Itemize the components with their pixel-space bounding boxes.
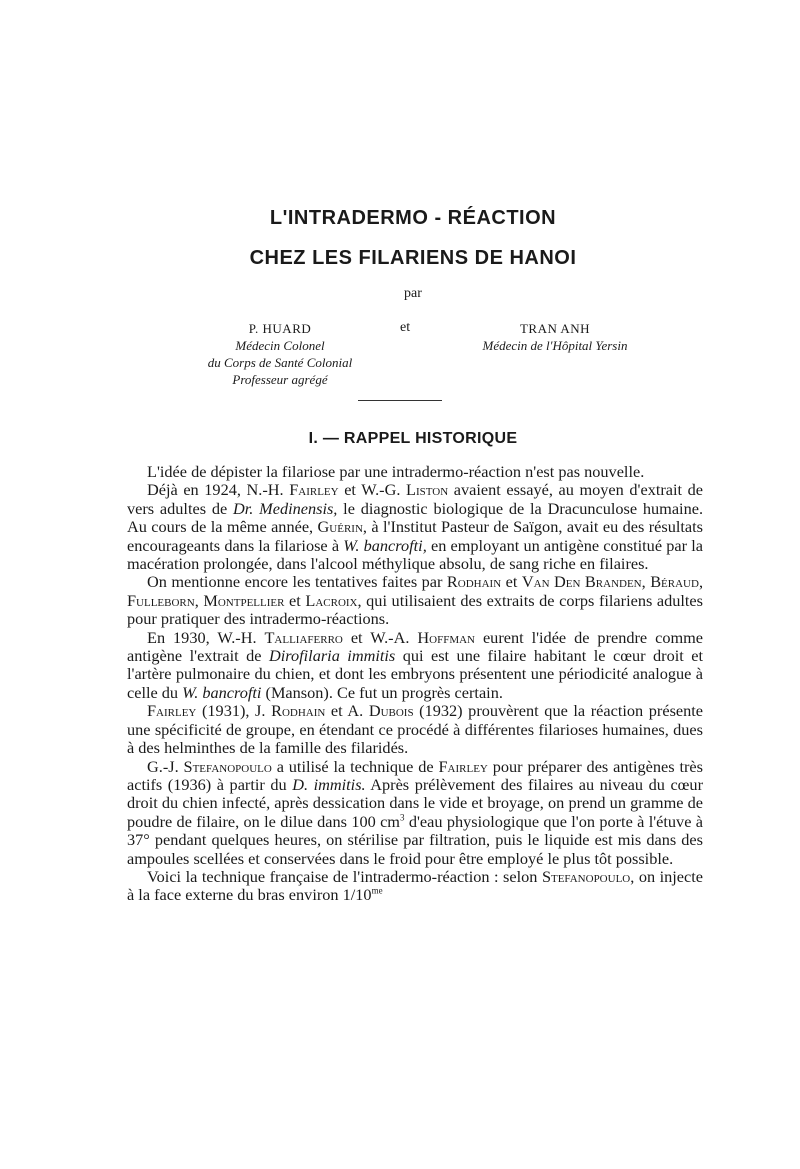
text-run: le diagnostic biologique de la Dracunculose humaine. Au cours de la même année, <box>127 498 704 537</box>
author-citation: Dubois <box>368 701 414 721</box>
author-role: Professeur agrégé <box>232 372 328 387</box>
paragraph <box>127 463 703 481</box>
text-run: d'eau physiologique que l'on porte à l'étuve à 37° pendant quelques heures, on stérilise par filtration, puis le liquide est mis dans des ampoules scellées et conservées dans le froid pour être employé le plus tôt possible. <box>127 811 703 868</box>
text-run: pour préparer des antigènes très actifs (1936) à partir du <box>127 756 703 794</box>
text-run: et W.-G. <box>338 480 407 500</box>
text-run: , à l'Institut Pasteur de Saïgon, avait eu des résultats encourageants dans la filariose à <box>127 517 703 555</box>
author-conjunction: et <box>400 320 411 335</box>
text-run: et <box>284 590 306 610</box>
paragraph <box>127 629 703 703</box>
author-citation: Fairley <box>289 480 339 500</box>
author-huard <box>170 320 390 388</box>
text-run: On mentionne encore les tentatives faites par <box>147 572 447 592</box>
author-citation: Guérin <box>317 517 363 537</box>
text-run: eurent l'idée de prendre comme antigène l'extrait de <box>127 627 704 666</box>
author-citation: Hoffman <box>417 627 475 647</box>
separator-rule <box>358 400 442 401</box>
species-name: W. bancrofti, <box>343 535 427 555</box>
text-run: , qui utilisaient des extraits de corps filariens adultes pour pratiquer des intradermo-réactions. <box>127 590 703 629</box>
title-line-2: CHEZ LES FILARIENS DE HANOI <box>249 247 577 269</box>
author-citation: Montpellier <box>203 590 285 610</box>
text-run: , <box>698 572 704 592</box>
species-name: W. bancrofti <box>182 682 262 702</box>
superscript: me <box>371 885 383 896</box>
article-title <box>0 198 800 278</box>
text-run: et W.-A. <box>342 627 418 647</box>
text-run: et <box>501 572 522 592</box>
paragraph <box>127 758 703 868</box>
paragraph <box>127 573 703 628</box>
author-name: TRAN ANH <box>519 321 591 336</box>
species-name: Dirofilaria immitis <box>268 646 396 666</box>
text-run: Voici la technique française de l'intradermo-réaction : selon <box>147 866 542 886</box>
author-citation: Stefanopoulo <box>541 866 631 886</box>
text-run: En 1930, W.-H. <box>147 627 265 647</box>
text-run: , on injecte à la face externe du bras environ 1/10 <box>127 866 703 905</box>
paragraph <box>127 481 703 573</box>
author-role: du Corps de Santé Colonial <box>207 355 353 370</box>
species-name: Dr. Medinensis, <box>233 498 338 518</box>
author-citation: Van Den Branden <box>521 572 642 592</box>
text-run: , <box>194 590 204 610</box>
text-run: avaient essayé, au moyen d'extrait de vers adultes de <box>127 480 704 518</box>
text-run: (Manson). Ce fut un progrès certain. <box>261 682 503 702</box>
body-text <box>127 463 703 905</box>
author-citation: Fairley <box>147 701 197 721</box>
author-role: Médecin Colonel <box>235 338 325 353</box>
text-run: Après prélèvement des filaires au niveau du cœur droit du chien infecté, après dessication dans le vide et broyage, on prend un gramme de poudre de filaire, on le dilue dans 100 cm <box>127 774 703 831</box>
section-heading: I. — RAPPEL HISTORIQUE <box>308 430 518 447</box>
text-run: , <box>641 572 651 592</box>
text-run: L'idée de dépister la filariose par une intradermo-réaction n'est pas nouvelle. <box>147 462 645 481</box>
text-run: et A. <box>325 701 369 721</box>
text-run: (1932) prouvèrent que la réaction présente une spécificité de groupe, en étendant ce procédé à différentes filarioses humaines, dues à des helminthes de la famille des filaridés. <box>127 701 704 758</box>
text-run: qui est une filaire habitant le cœur droit et l'artère pulmonaire du chien, et dont les embryons présentent une périodicité analogue à celle du <box>127 646 703 702</box>
author-citation: Fairley <box>438 756 488 776</box>
author-citation: Talliaferro <box>264 627 343 647</box>
byline-par: par <box>404 286 422 301</box>
paragraph <box>127 868 703 905</box>
text-run: Déjà en 1924, N.-H. <box>147 480 290 500</box>
superscript: 3 <box>399 812 405 823</box>
author-citation: Liston <box>406 480 449 500</box>
text-run: G.-J. <box>147 756 184 776</box>
text-run: a utilisé la technique de <box>271 756 439 776</box>
author-citation: Rodhain <box>271 701 326 721</box>
species-name: D. immitis. <box>292 774 366 794</box>
text-run: (1931), J. <box>196 701 272 721</box>
text-run: en employant un antigène constitué par la macération prolongée, dans l'alcool méthylique absolu, de sang riche en filaires. <box>127 535 703 574</box>
author-tran-anh <box>450 320 660 354</box>
author-citation: Stefanopoulo <box>183 756 272 776</box>
author-citation: Rodhain <box>446 572 502 592</box>
author-role: Médecin de l'Hôpital Yersin <box>482 338 628 353</box>
author-name: P. HUARD <box>248 321 312 336</box>
author-citation: Fulleborn <box>127 590 195 610</box>
author-citation: Lacroix <box>305 590 358 610</box>
paragraph <box>127 702 703 757</box>
author-citation: Béraud <box>650 572 699 592</box>
title-line-1: L'INTRADERMO - RÉACTION <box>269 207 557 229</box>
